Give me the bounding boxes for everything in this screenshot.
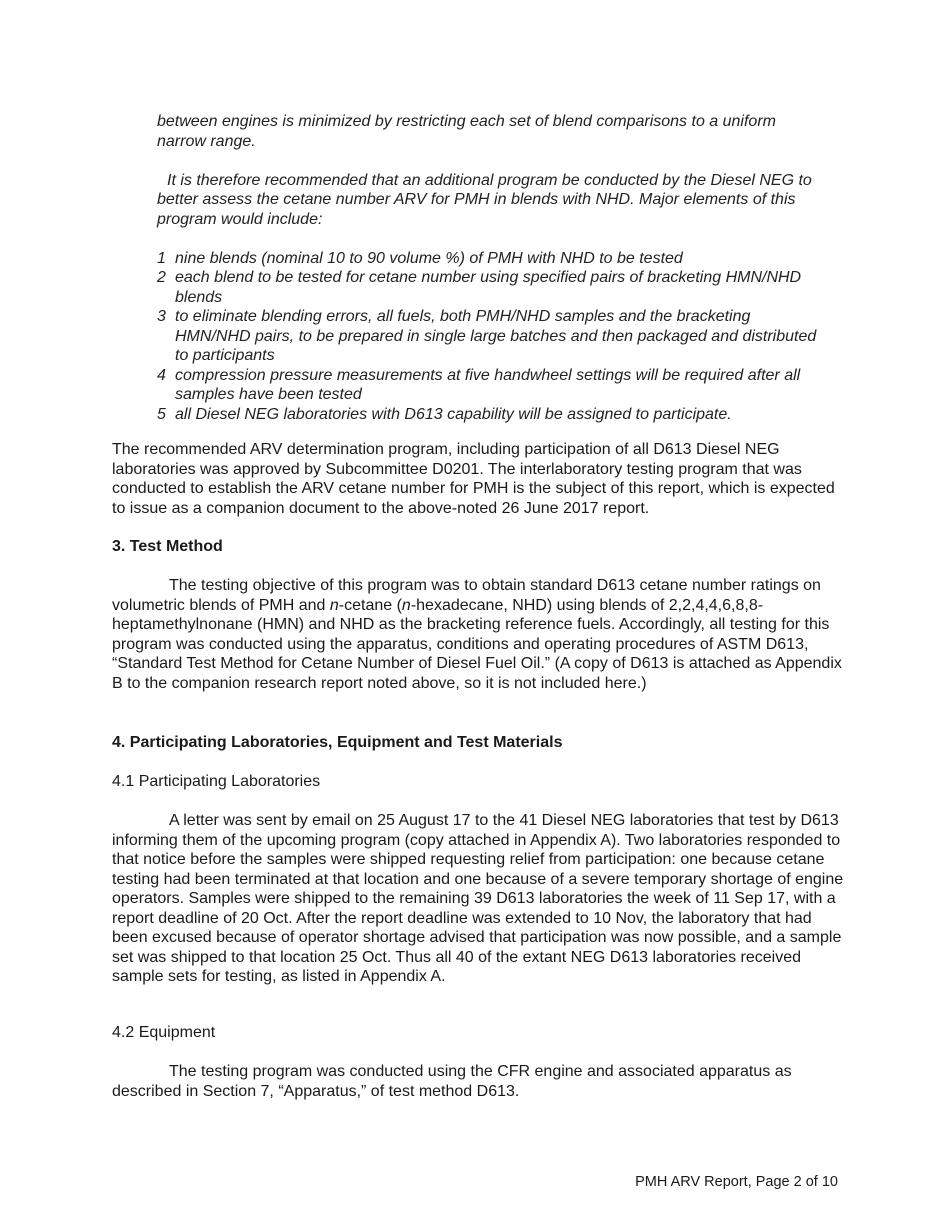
subsection-4-2-paragraph: The testing program was conducted using the CFR engine and associated apparatus as described in Section 7, “Apparatus,” of test method D613. [112, 1063, 792, 1100]
continuation-text: between engines is minimized by restricting each set of blend comparisons to a uniform narrow range. [157, 113, 776, 150]
section-3-heading: 3. Test Method [112, 538, 223, 555]
program-elements-list [157, 249, 817, 425]
list-item: 1 nine blends (nominal 10 to 90 volume %) of PMH with NHD to be tested [157, 249, 683, 267]
section-4-heading: 4. Participating Laboratories, Equipment and Test Materials [112, 734, 563, 751]
subsection-4-2-heading: 4.2 Equipment [112, 1024, 216, 1041]
recommendation-text: It is therefore recommended that an additional program be conducted by the Diesel NEG to better assess the cetane number ARV for PMH in blends with NHD. Major elements of this program would include: [157, 171, 812, 228]
subsection-4-1-paragraph: A letter was sent by email on 25 August 17 to the 41 Diesel NEG laboratories that test by D613 informing them of the upcoming program (copy attached in Appendix A). Two laboratories responded to that notice before the samples were shipped requesting relief from participation: one because cetane testing had been terminated at that location and one because of a severe temporary shortage of engine operators. Samples were shipped to the remaining 39 D613 laboratories the week of 11 Sep 17, with a report deadline of 20 Oct. After the report deadline was extended to 10 Nov, the laboratory that had been excused because of operator shortage advised that participation was now possible, and a sample set was shipped to that location 25 Oct. Thus all 40 of the extant NEG D613 laboratories received sample sets for testing, as listed in Appendix A. [112, 812, 844, 985]
approval-paragraph: The recommended ARV determination program, including participation of all D613 Diesel NEG laboratories was approved by Subcommittee D0201. The interlaboratory testing program that was conducted to establish the ARV cetane number for PMH is the subject of this report, which is expected to issue as a companion document to the above-noted 26 June 2017 report. [112, 441, 835, 517]
list-item: 2 each blend to be tested for cetane number using specified pairs of bracketing HMN/NHD blends [157, 269, 802, 306]
section-3-paragraph: The testing objective of this program was to obtain standard D613 cetane number ratings on volumetric blends of PMH and n-cetane (n-hexadecane, NHD) using blends of 2,2,4,4,6,8,8-heptamethylnonane (HMN) and NHD as the bracketing reference fuels. Accordingly, all testing for this program was conducted using the apparatus, conditions and operating procedures of ASTM D613, “Standard Test Method for Cetane Number of Diesel Fuel Oil.” (A copy of D613 is attached as Appendix B to the companion research report noted above, so it is not included here.) [112, 577, 842, 692]
list-item: 3 to eliminate blending errors, all fuels, both PMH/NHD samples and the bracketing HMN/NHD pairs, to be prepared in single large batches and then packaged and distributed to participants [157, 308, 817, 364]
quoted-recommendation [157, 112, 817, 424]
list-item: 5 all Diesel NEG laboratories with D613 capability will be assigned to participate. [157, 405, 732, 423]
page-footer: PMH ARV Report, Page 2 of 10 [635, 1174, 838, 1190]
subsection-4-1-heading: 4.1 Participating Laboratories [112, 773, 321, 790]
list-item: 4 compression pressure measurements at five handwheel settings will be required after all samples have been tested [157, 366, 801, 403]
